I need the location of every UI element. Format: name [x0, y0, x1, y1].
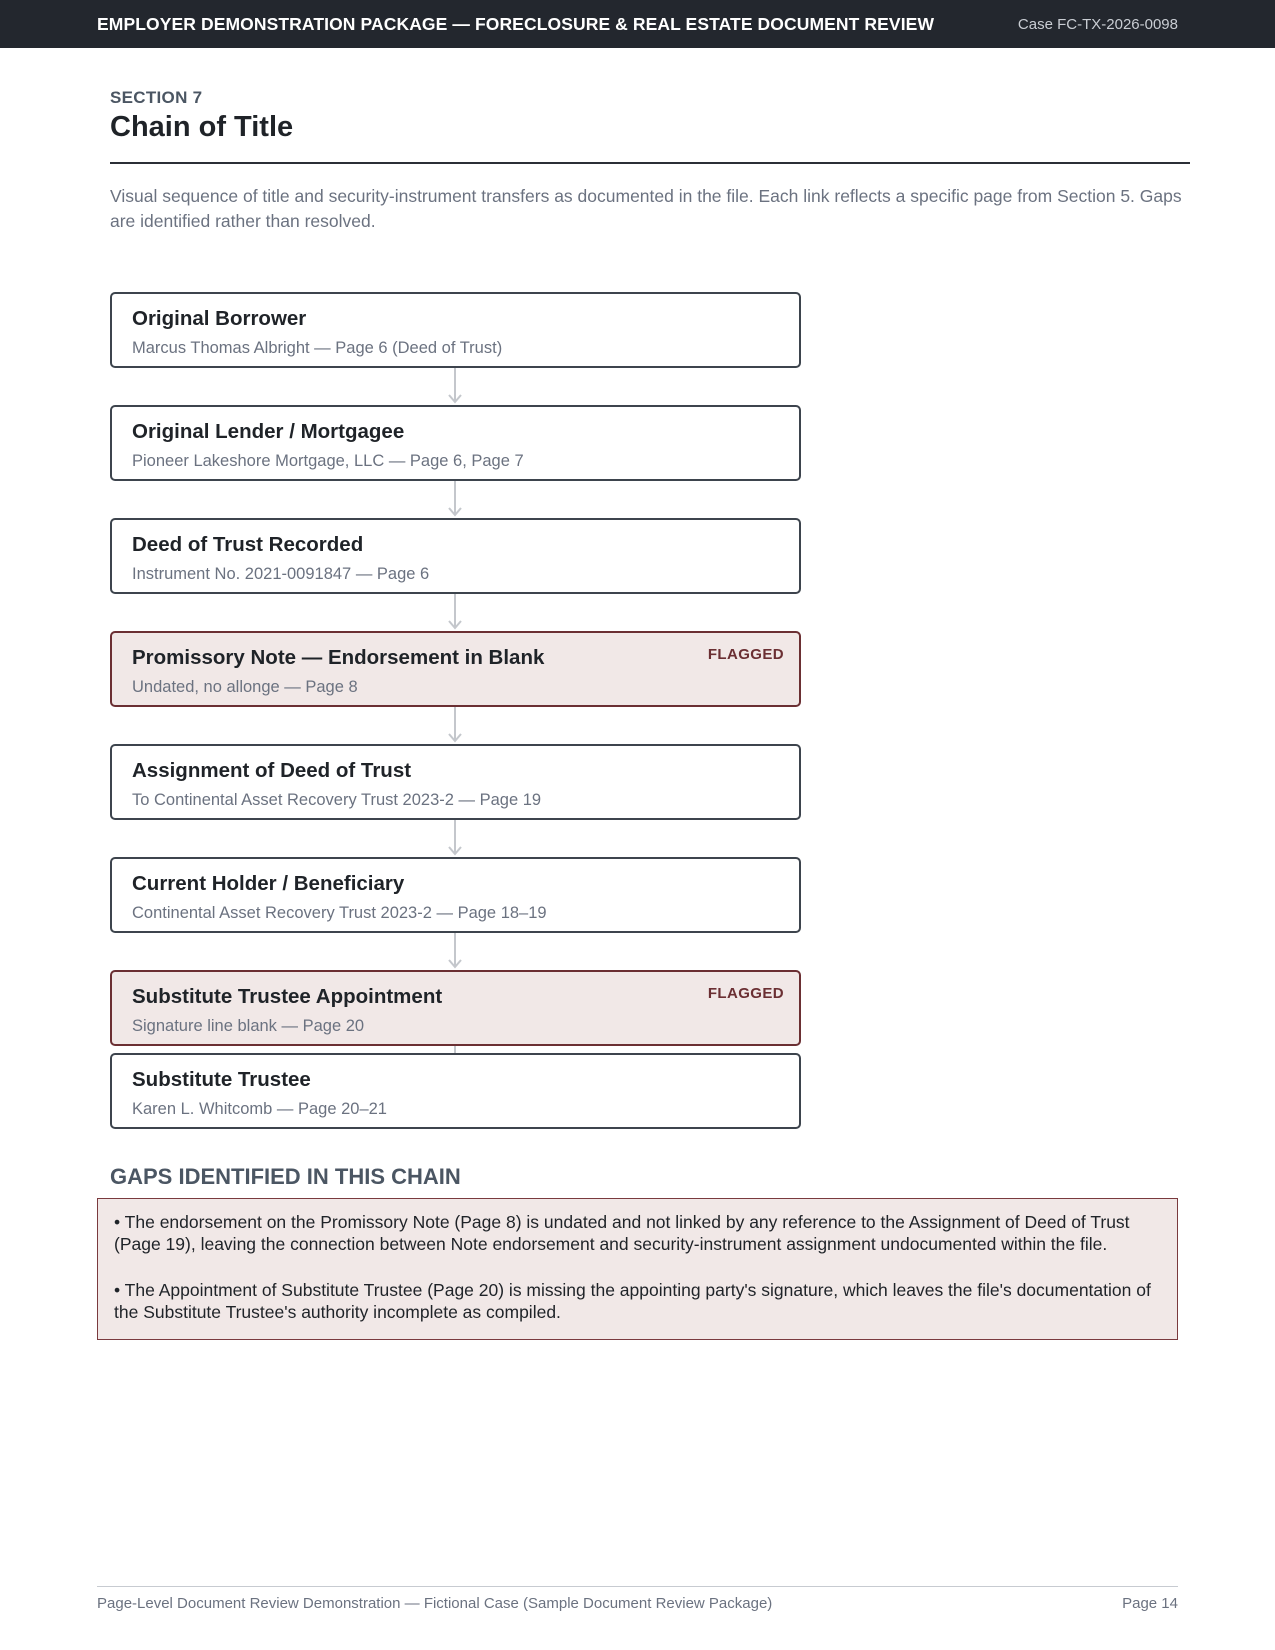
down-arrow-icon — [447, 594, 463, 630]
gap-item: • The Appointment of Substitute Trustee (Page 20) is missing the appointing party's signature, which leaves the file's documentation of the Substitute Trustee's authority incomplete as compiled. — [114, 1280, 1151, 1322]
down-arrow-icon — [447, 820, 463, 856]
footer-divider — [97, 1586, 1178, 1587]
down-arrow-icon — [447, 368, 463, 404]
flagged-badge: FLAGGED — [707, 646, 784, 663]
chain-node-substitute-trustee — [110, 1053, 801, 1129]
footer-text: Page-Level Document Review Demonstration — Fictional Case (Sample Document Review Package) — [97, 1595, 773, 1612]
document-header-bar — [0, 0, 1275, 48]
chain-node-title: Original Borrower — [132, 307, 307, 330]
chain-node-subtitle: Marcus Thomas Albright — Page 6 (Deed of Trust) — [132, 339, 503, 357]
down-arrow-icon — [447, 707, 463, 743]
chain-node-title: Deed of Trust Recorded — [132, 533, 364, 556]
down-arrow-icon — [447, 481, 463, 517]
chain-node-subtitle: Undated, no allonge — Page 8 — [132, 678, 358, 696]
chain-node-subtitle: Instrument No. 2021-0091847 — Page 6 — [132, 565, 430, 583]
chain-node-title: Promissory Note — Endorsement in Blank — [132, 646, 545, 669]
chain-node-original-lender — [110, 405, 801, 481]
down-arrow-icon — [447, 933, 463, 969]
chain-node-promissory-note — [110, 631, 801, 707]
gap-item: • The endorsement on the Promissory Note (Page 8) is undated and not linked by any reference to the Assignment of Deed of Trust (Page 19), leaving the connection between Note endorsement and security-instrument assignment undocumented within the file. — [114, 1212, 1130, 1254]
title-divider — [110, 162, 1190, 164]
chain-node-subtitle: Signature line blank — Page 20 — [132, 1017, 365, 1035]
chain-node-title: Substitute Trustee Appointment — [132, 985, 443, 1008]
gaps-heading: GAPS IDENTIFIED IN THIS CHAIN — [110, 1164, 461, 1189]
chain-node-title: Current Holder / Beneficiary — [132, 872, 405, 895]
section-intro: Visual sequence of title and security-instrument transfers as documented in the file. Each link reflects a specific page from Section 5. Gaps are identified rather than resolved. — [110, 186, 1182, 231]
case-number: Case FC-TX-2026-0098 — [1017, 15, 1178, 33]
chain-node-current-holder — [110, 857, 801, 933]
chain-node-original-borrower — [110, 292, 801, 368]
chain-node-subtitle: To Continental Asset Recovery Trust 2023-2 — Page 19 — [132, 791, 542, 809]
page-number: Page 14 — [1122, 1595, 1178, 1612]
package-title: EMPLOYER DEMONSTRATION PACKAGE — FORECLOSURE & REAL ESTATE DOCUMENT REVIEW — [97, 13, 935, 34]
page-title: Chain of Title — [110, 111, 294, 143]
gaps-callout — [97, 1198, 1178, 1340]
chain-node-subtitle: Karen L. Whitcomb — Page 20–21 — [132, 1100, 387, 1118]
chain-node-subtitle: Pioneer Lakeshore Mortgage, LLC — Page 6, Page 7 — [132, 452, 524, 470]
chain-node-title: Assignment of Deed of Trust — [132, 759, 412, 782]
chain-node-substitute-trustee-appointment — [110, 970, 801, 1046]
chain-node-subtitle: Continental Asset Recovery Trust 2023-2 — Page 18–19 — [132, 904, 547, 922]
chain-node-title: Substitute Trustee — [132, 1068, 311, 1091]
chain-node-title: Original Lender / Mortgagee — [132, 420, 405, 443]
flagged-badge: FLAGGED — [707, 985, 784, 1002]
chain-node-assignment — [110, 744, 801, 820]
section-label: SECTION 7 — [110, 88, 203, 107]
chain-node-deed-of-trust — [110, 518, 801, 594]
